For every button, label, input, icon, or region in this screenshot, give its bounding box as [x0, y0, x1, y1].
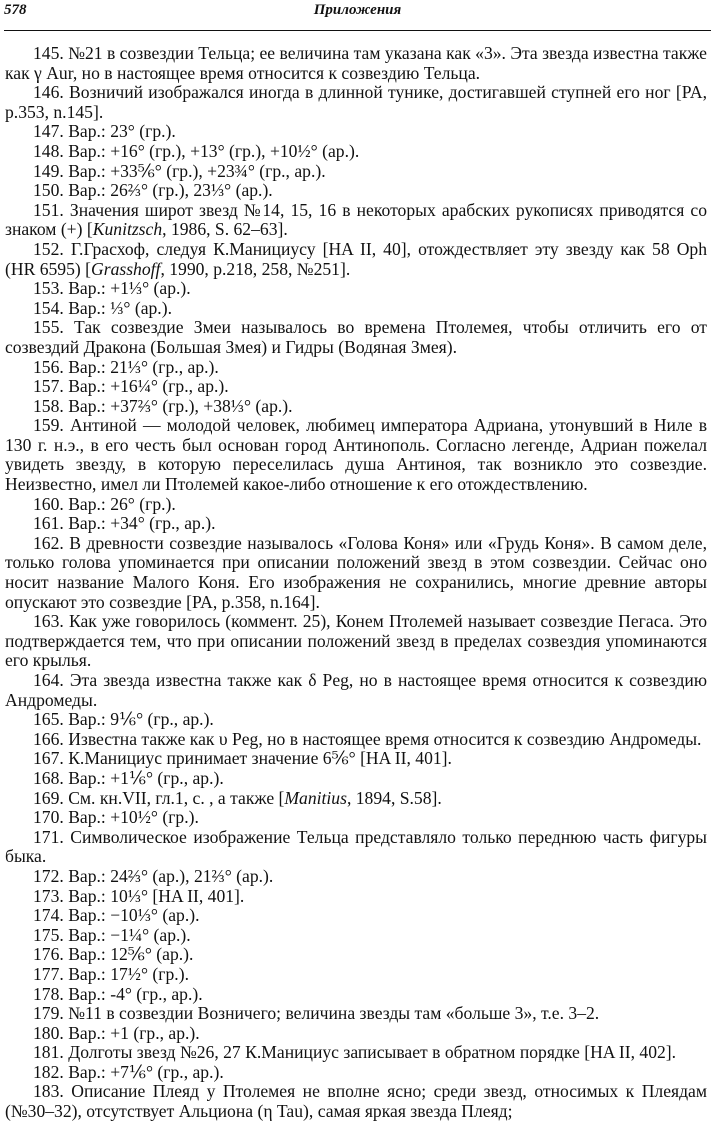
note-181: 181. Долготы звезд №26, 27 К.Манициус записывает в обратном порядке [HA II, 402].: [33, 1042, 677, 1063]
note-173: 173. Вар.: 10⅓° [HA II, 401].: [33, 885, 245, 906]
note-172: 172. Вар.: 24⅔° (ар.), 21⅔° (ар.).: [33, 865, 274, 886]
note-146: 146. Возничий изображался иногда в длинной тунике, достигавшей ступней его ног [PA, p.353, n.145].: [5, 82, 707, 122]
note-182: 182. Вар.: +7⅙° (гр., ар.).: [33, 1061, 224, 1082]
note-177: 177. Вар.: 17½° (гр.).: [33, 963, 189, 984]
note-174: 174. Вар.: −10⅓° (ар.).: [33, 905, 200, 926]
note-160: 160. Вар.: 26° (гр.).: [33, 493, 176, 514]
page-number: 578: [4, 2, 27, 18]
note-159: 159. Антиной — молодой человек, любимец императора Адриана, утонувший в Ниле в 130 г. н.э., в его честь был основан город Антинополь. Согласно легенде, Адриан пожелал увидеть звезду, в которую переселилась душа Антиноя, так возникло это созвездие. Неизвестно, имел ли Птолемей какое-либо отношение к его отождествлению.: [5, 415, 707, 495]
note-163: 163. Как уже говорилось (коммент. 25), Конем Птолемей называет созвездие Пегаса. Это подтверждается тем, что при описании положений звезд в пределах созвездия упоминаются его крылья.: [5, 611, 707, 671]
note-165: 165. Вар.: 9⅙° (гр., ар.).: [33, 709, 214, 730]
note-150: 150. Вар.: 26⅔° (гр.), 23⅓° (ар.).: [33, 180, 273, 201]
note-169: 169. См. кн.VII, гл.1, с. , а также [Manitius, 1894, S.58].: [33, 787, 442, 808]
note-154: 154. Вар.: ⅓° (ар.).: [33, 297, 172, 318]
note-178: 178. Вар.: -4° (гр., ар.).: [33, 983, 203, 1004]
note-153: 153. Вар.: +1⅓° (ар.).: [33, 278, 191, 299]
note-167: 167. К.Манициус принимает значение 6⅚° [HA II, 401].: [33, 748, 452, 769]
note-183: 183. Описание Плеяд у Птолемея не вполне ясно; среди звезд, относимых к Плеядам (№30–32), отсутствует Альциона (η Tau), самая яркая звезда Плеяд;: [5, 1081, 707, 1122]
note-175: 175. Вар.: −1¼° (ар.).: [33, 924, 191, 945]
note-152: 152. Г.Грасхоф, следуя К.Манициусу [HA II, 40], отождествляет эту звезду как 58 Oph (HR 6595) [Grasshoff, 1990, p.218, 258, №251].: [5, 238, 707, 279]
note-161: 161. Вар.: +34° (гр., ар.).: [33, 513, 216, 534]
note-171: 171. Символическое изображение Тельца представляло только переднюю часть фигуры быка.: [5, 826, 707, 867]
note-164: 164. Эта звезда известна также как δ Peg, но в настоящее время относится к созвездию Андромеды.: [5, 670, 707, 710]
note-166: 166. Известна также как υ Peg, но в настоящее время относится к созвездию Андромеды.: [33, 728, 702, 749]
note-147: 147. Вар.: 23° (гр.).: [33, 121, 176, 142]
note-162: 162. В древности созвездие называлось «Голова Коня» или «Грудь Коня». В самом деле, только голова упоминается при описании положений звезд в этом созвездии. Сейчас оно носит название Малого Коня. Его изображения не сохранились, многие древние авторы опускают это созвездие [PA, p.358, n.164].: [5, 532, 707, 612]
note-148: 148. Вар.: +16° (гр.), +13° (гр.), +10½° (ар.).: [33, 140, 360, 161]
note-168: 168. Вар.: +1⅙° (гр., ар.).: [33, 767, 224, 788]
note-145: 145. №21 в созвездии Тельца; ее величина там указана как «3». Эта звезда известна также как γ Aur, но в настоящее время относится к созвездию Тельца.: [5, 43, 707, 83]
note-155: 155. Так созвездие Змеи называлось во времена Птолемея, чтобы отличить его от созвездий Дракона (Большая Змея) и Гидры (Водяная Змея).: [5, 317, 707, 357]
note-149: 149. Вар.: +33⅚° (гр.), +23¾° (гр., ар.).: [33, 160, 326, 181]
note-157: 157. Вар.: +16¼° (гр., ар.).: [33, 376, 229, 397]
note-170: 170. Вар.: +10½° (гр.).: [33, 807, 199, 828]
page-header: [4, 0, 711, 31]
note-156: 156. Вар.: 21⅓° (гр., ар.).: [33, 356, 219, 377]
commentary-notes: [5, 44, 707, 1122]
note-180: 180. Вар.: +1 (гр., ар.).: [33, 1022, 200, 1043]
note-179: 179. №11 в созвездии Возничего; величина звезды там «больше 3», т.е. 3–2.: [33, 1003, 600, 1024]
note-151: 151. Значения широт звезд №14, 15, 16 в некоторых арабских рукописях приводятся со знаком (+) [Kunitzsch, 1986, S. 62–63].: [5, 199, 707, 240]
note-176: 176. Вар.: 12⅚° (ар.).: [33, 944, 194, 965]
running-title: Приложения: [313, 2, 402, 18]
note-158: 158. Вар.: +37⅔° (гр.), +38⅓° (ар.).: [33, 395, 293, 416]
